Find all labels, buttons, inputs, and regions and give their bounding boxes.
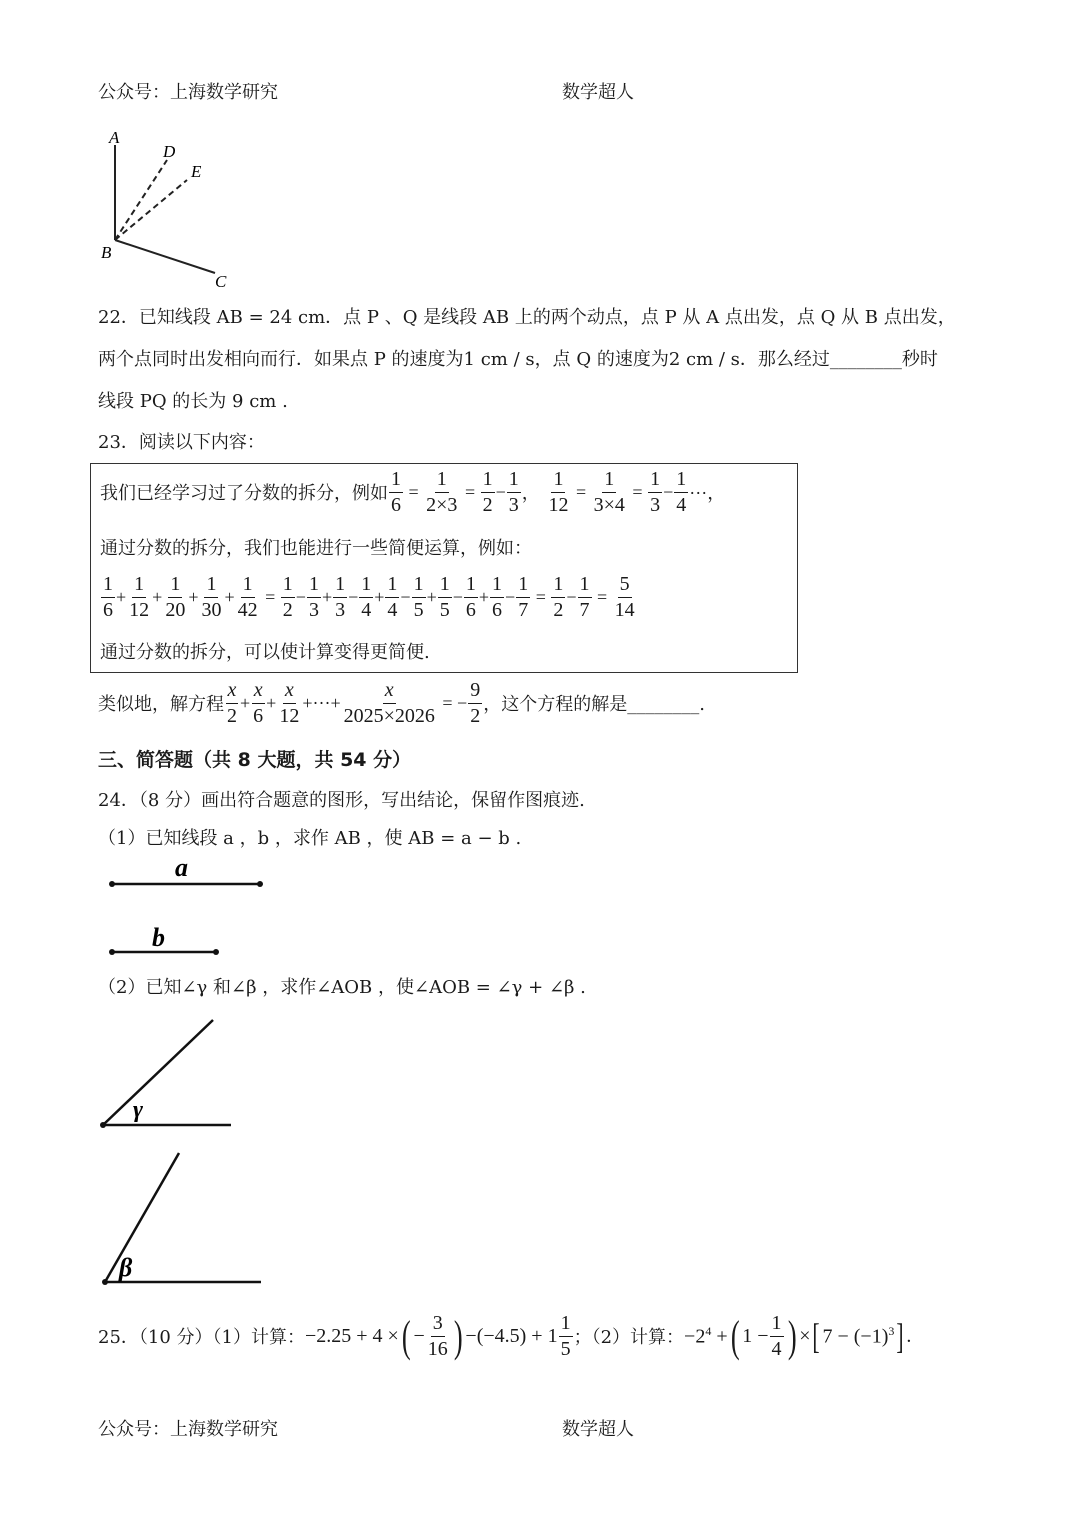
q23-ask-suffix: ，这个方程的解是________. <box>483 694 705 715</box>
q24-intro: 24．（8 分）画出符合题意的图形，写出结论，保留作图痕迹. <box>98 790 585 811</box>
segment-b-label: b <box>152 923 165 952</box>
label-A: A <box>109 128 120 147</box>
fraction: $\frac{1}{3}$ <box>650 467 661 516</box>
box-line3-sum: $\frac{1}{6}$ + $\frac{1}{12}$ + $\frac{1}{20}$ + $\frac{1}{30}$ + $\frac{1}{42}$ = $\frac{1}{2}$ − $\frac{1}{3}$ + $\frac{1}{3}$ − $\frac{1}{4}$ + $\frac{1}{4}$ − $\frac{1}{5}$ + $\frac{1}{5}$ − $\frac{1}{6}$ + $\frac{1}{6}$ − $\frac{1}{7}$ = $\frac{1}{2}$ − $\frac{1}{7}$ = $\frac{5}{14}$ <box>103 572 635 621</box>
segment-a-label: a <box>175 853 188 882</box>
fraction: $\frac{1}{4}$ <box>676 467 687 516</box>
fraction: $\frac{1}{3}$ <box>508 467 519 516</box>
q23-ask-prefix: 类似地，解方程 <box>98 694 224 715</box>
label-D: D <box>163 142 176 161</box>
q23-intro: 23．阅读以下内容： <box>98 432 265 453</box>
angle-beta-figure <box>95 1148 275 1293</box>
label-E: E <box>191 162 202 181</box>
section3-title: 三、简答题（共 8 大题，共 54 分） <box>98 749 412 771</box>
fraction: $\frac{1}{2}$ <box>482 467 493 516</box>
fraction: $\frac{1}{2\times 3}$ <box>426 467 458 516</box>
box-line2: 通过分数的拆分，我们也能进行一些简便运算，例如： <box>100 538 532 559</box>
footer-right: 数学超人 <box>562 1419 634 1440</box>
box-line1-prefix: 我们已经学习过了分数的拆分，例如 <box>100 483 388 504</box>
figure-angle-abc <box>95 125 245 295</box>
q25-line: 25．（10 分）（1）计算： −2.25 + 4 × ( − $\frac{3}{16}$ ) −(−4.5) + 1 $\frac{1}{5}$ ；（2）计算： $-2^4$ + ( 1 − $\frac{1}{4}$ ) × [ $7 - (-1)^3$ ] . <box>98 1311 912 1361</box>
q24-part2: （2）已知∠γ 和∠β ，求作∠AOB ，使∠AOB = ∠γ + ∠β . <box>98 977 586 998</box>
box-line4: 通过分数的拆分，可以使计算变得更简便. <box>100 642 430 663</box>
footer-left: 公众号：上海数学研究 <box>98 1419 278 1440</box>
header-right: 数学超人 <box>562 82 634 103</box>
header-left: 公众号：上海数学研究 <box>98 82 278 103</box>
q22-line3: 线段 PQ 的长为 9 cm . <box>98 391 288 412</box>
box-line1: 我们已经学习过了分数的拆分，例如 $\frac{1}{6}$ = $\frac{1}{2\times 3}$ = $\frac{1}{2}$ − $\frac{1}{3}$ ， $\frac{1}{12}$ = $\frac{1}{3\times 4}$ = $\frac{1}{3}$ − $\frac{1}{4}$ ···， <box>100 467 726 516</box>
fraction: $\frac{1}{6}$ <box>391 467 401 516</box>
q22-line1: 22．已知线段 AB = 24 cm．点 P 、Q 是线段 AB 上的两个动点，点 P 从 A 点出发，点 Q 从 B 点出发， <box>98 307 956 328</box>
gamma-label: γ <box>133 1097 143 1123</box>
q23-equation-line: 类似地，解方程 $\frac{x}{2}$ + $\frac{x}{6}$ + $\frac{x}{12}$ +···+ $\frac{x}{2025\times 2026}$ = − $\frac{9}{2}$ ，这个方程的解是________. <box>98 678 705 727</box>
beta-label: β <box>119 1253 133 1282</box>
fraction: $\frac{1}{12}$ <box>548 467 569 516</box>
q24-part1: （1）已知线段 a ，b ，求作 AB ，使 AB = a − b . <box>98 828 522 849</box>
angle-gamma-figure <box>95 1015 245 1135</box>
q25-prefix: 25．（10 分）（1）计算： <box>98 1327 305 1348</box>
label-B: B <box>101 243 112 262</box>
q25-mid: ；（2）计算： <box>573 1327 685 1348</box>
fraction: $\frac{1}{3\times 4}$ <box>593 467 625 516</box>
label-C: C <box>215 272 227 291</box>
segments-figure <box>100 852 280 962</box>
q22-line2: 两个点同时出发相向而行．如果点 P 的速度为1 cm / s，点 Q 的速度为2 cm / s．那么经过________秒时 <box>98 349 938 370</box>
